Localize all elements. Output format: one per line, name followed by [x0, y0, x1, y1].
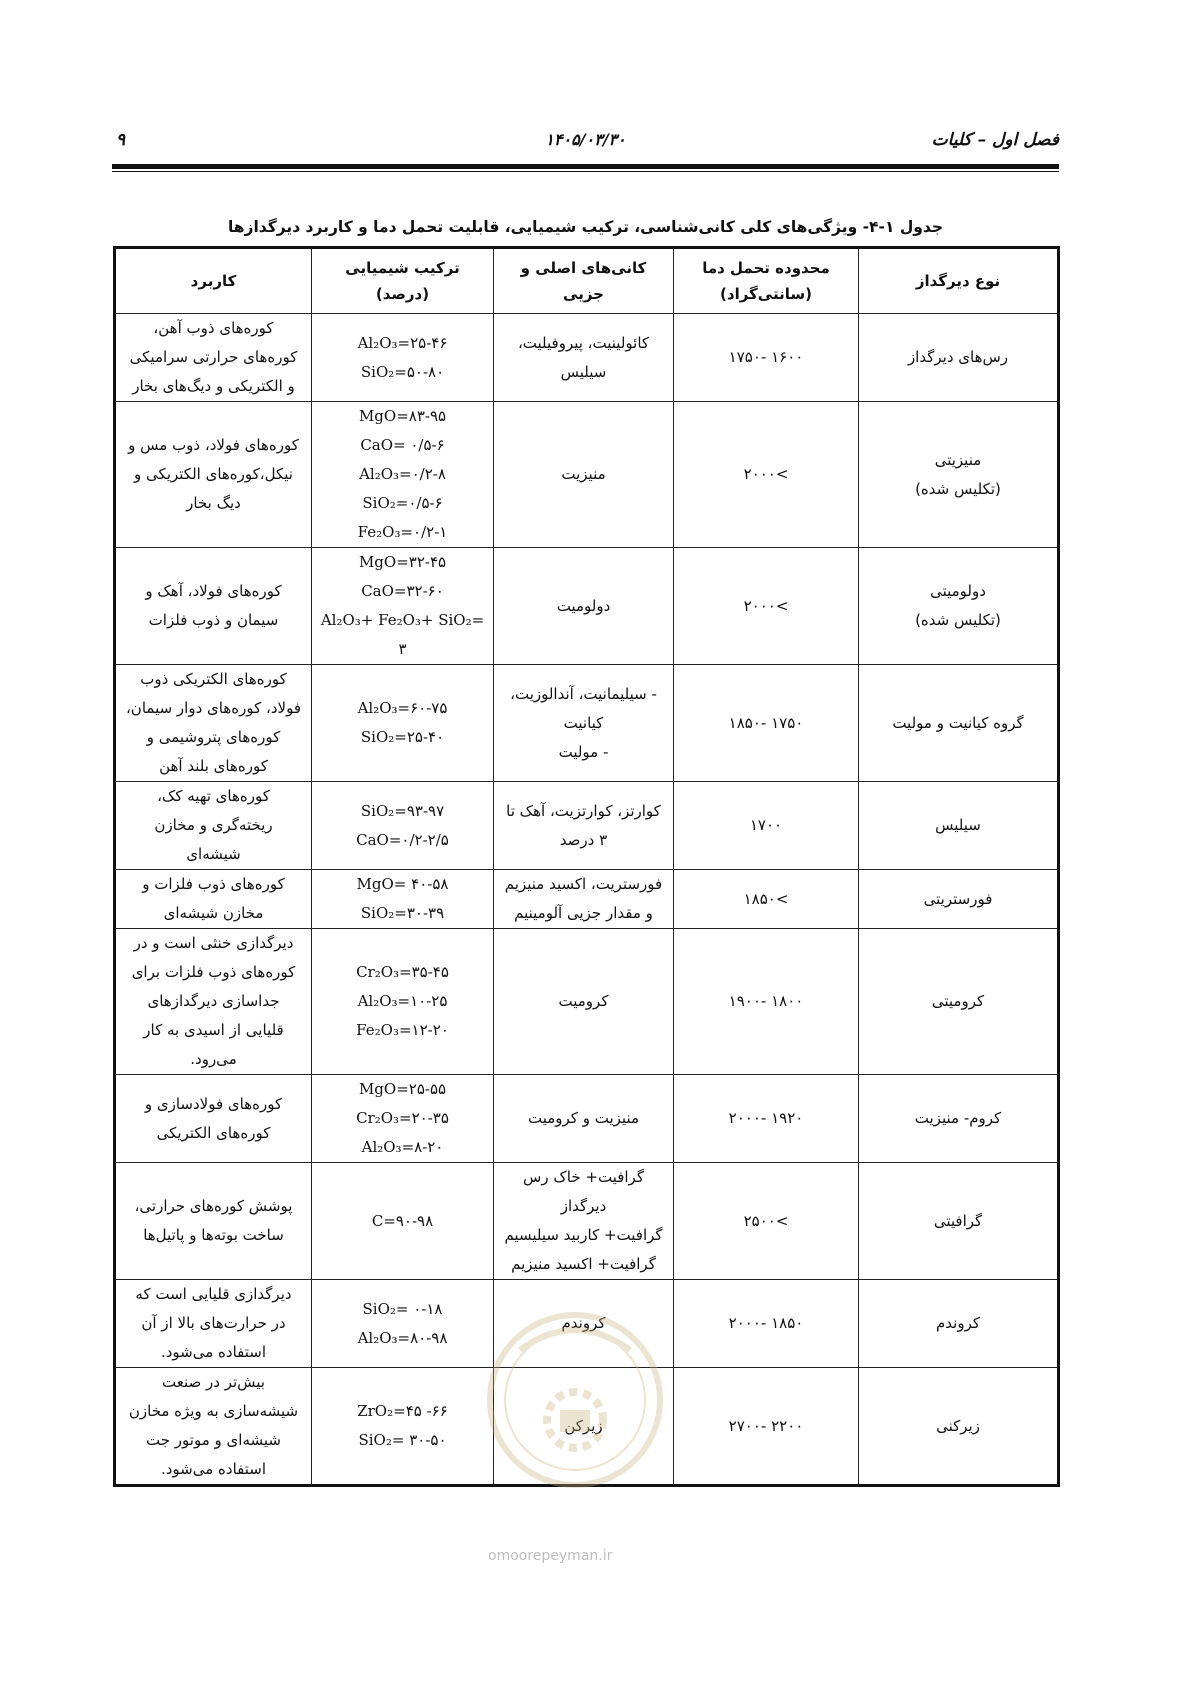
cell-chem: SiO₂=۹۳-۹۷ CaO=۰/۲-۲/۵ — [312, 782, 494, 870]
cell-use: کوره‌های ذوب آهن، کوره‌های حرارتی سرامیکی و الکتریکی و دیگ‌های بخار — [115, 314, 312, 402]
cell-type: زیرکنی — [859, 1368, 1059, 1486]
chapter-title: فصل اول – کلیات — [931, 130, 1059, 150]
cell-minerals: دولومیت — [494, 548, 674, 665]
table-row — [115, 1075, 1059, 1163]
col-header-chem: ترکیب شیمیایی (درصد) — [312, 248, 494, 314]
table-row — [115, 548, 1059, 665]
cell-minerals: منیزیت — [494, 402, 674, 548]
cell-temp: >۲۰۰۰ — [674, 402, 859, 548]
cell-chem: SiO₂= ۰-۱۸ Al₂O₃=۸۰-۹۸ — [312, 1280, 494, 1368]
cell-minerals: - سیلیمانیت، آندالوزیت، کیانیت - مولیت — [494, 665, 674, 782]
cell-type: فورستریتی — [859, 870, 1059, 929]
table-header-row — [115, 248, 1059, 314]
cell-use: کوره‌های فولادسازی و کوره‌های الکتریکی — [115, 1075, 312, 1163]
page-header — [112, 126, 1059, 156]
cell-temp: ۱۸۵۰ -۲۰۰۰ — [674, 1280, 859, 1368]
refractories-table — [113, 246, 1060, 1487]
cell-temp: ۱۹۲۰ -۲۰۰۰ — [674, 1075, 859, 1163]
cell-minerals: کرومیت — [494, 929, 674, 1075]
col-header-temp: محدوده تحمل دما (سانتی‌گراد) — [674, 248, 859, 314]
cell-type: کرومیتی — [859, 929, 1059, 1075]
table-row — [115, 870, 1059, 929]
col-header-use: کاربرد — [115, 248, 312, 314]
cell-use: کوره‌های تهیه کک، ریخته‌گری و مخازن شیشه‌ای — [115, 782, 312, 870]
cell-minerals: گرافیت+ خاک رس دیرگداز گرافیت+ کاربید سیلیسیم گرافیت+ اکسید منیزیم — [494, 1163, 674, 1280]
header-date: ۱۴۰۵/۰۳/۳۰ — [545, 130, 626, 149]
cell-chem: Al₂O₃=۶۰-۷۵ SiO₂=۲۵-۴۰ — [312, 665, 494, 782]
header-rule-thick — [112, 164, 1059, 169]
cell-chem: MgO=۲۵-۵۵ Cr₂O₃=۲۰-۳۵ Al₂O₃=۸-۲۰ — [312, 1075, 494, 1163]
cell-chem: ZrO₂=۴۵ -۶۶ SiO₂= ۳۰-۵۰ — [312, 1368, 494, 1486]
cell-minerals: کوارتز، کوارتزیت، آهک تا ۳ درصد — [494, 782, 674, 870]
cell-temp: ۱۸۰۰ -۱۹۰۰ — [674, 929, 859, 1075]
header-rule-thin — [112, 171, 1059, 172]
cell-type: گرافیتی — [859, 1163, 1059, 1280]
page-number: ۹ — [116, 130, 126, 150]
cell-temp: ۱۶۰۰ -۱۷۵۰ — [674, 314, 859, 402]
cell-chem: MgO=۸۳-۹۵ CaO= ۰/۵-۶ Al₂O₃=۰/۲-۸ SiO₂=۰/۵-۶ Fe₂O₃=۰/۲-۱ — [312, 402, 494, 548]
table-row — [115, 1280, 1059, 1368]
table-row — [115, 402, 1059, 548]
table-row — [115, 782, 1059, 870]
cell-type: کروندم — [859, 1280, 1059, 1368]
cell-use: کوره‌های فولاد، آهک و سیمان و ذوب فلزات — [115, 548, 312, 665]
cell-use: کوره‌های ذوب فلزات و مخازن شیشه‌ای — [115, 870, 312, 929]
cell-type: کروم- منیزیت — [859, 1075, 1059, 1163]
cell-type: دولومیتی (تکلیس شده) — [859, 548, 1059, 665]
cell-use: بیش‌تر در صنعت شیشه‌سازی به ویژه مخازن شیشه‌ای و موتور جت استفاده می‌شود. — [115, 1368, 312, 1486]
table-row — [115, 314, 1059, 402]
cell-chem: Cr₂O₃=۳۵-۴۵ Al₂O₃=۱۰-۲۵ Fe₂O₃=۱۲-۲۰ — [312, 929, 494, 1075]
cell-chem: C=۹۰-۹۸ — [312, 1163, 494, 1280]
table-row — [115, 665, 1059, 782]
cell-minerals: کروندم — [494, 1280, 674, 1368]
cell-type: منیزیتی (تکلیس شده) — [859, 402, 1059, 548]
cell-minerals: زیرکن — [494, 1368, 674, 1486]
cell-temp: >۲۵۰۰ — [674, 1163, 859, 1280]
col-header-minerals: کانی‌های اصلی و جزیی — [494, 248, 674, 314]
cell-use: کوره‌های فولاد، ذوب مس و نیکل،کوره‌های الکتریکی و دیگ بخار — [115, 402, 312, 548]
cell-use: دیرگدازی قلیایی است که در حرارت‌های بالا از آن استفاده می‌شود. — [115, 1280, 312, 1368]
cell-temp: >۲۰۰۰ — [674, 548, 859, 665]
col-header-type: نوع دیرگداز — [859, 248, 1059, 314]
table-row — [115, 929, 1059, 1075]
cell-type: سیلیس — [859, 782, 1059, 870]
cell-temp: ۲۲۰۰ -۲۷۰۰ — [674, 1368, 859, 1486]
cell-minerals: کائولینیت، پیروفیلیت، سیلیس — [494, 314, 674, 402]
cell-temp: ۱۷۰۰ — [674, 782, 859, 870]
table-caption: جدول ۱-۴- ویژگی‌های کلی کانی‌شناسی، ترکیب شیمیایی، قابلیت تحمل دما و کاربرد دیرگدازها — [227, 218, 944, 236]
cell-use: پوشش کوره‌های حرارتی، ساخت بوته‌ها و پاتیل‌ها — [115, 1163, 312, 1280]
table-row — [115, 1163, 1059, 1280]
cell-temp: >۱۸۵۰ — [674, 870, 859, 929]
cell-type: رس‌های دیرگداز — [859, 314, 1059, 402]
cell-use: کوره‌های الکتریکی ذوب فولاد، کوره‌های دوار سیمان، کوره‌های پتروشیمی و کوره‌های بلند آهن — [115, 665, 312, 782]
cell-chem: MgO=۳۲-۴۵ CaO=۳۲-۶۰ Al₂O₃+ Fe₂O₃+ SiO₂= ۳ — [312, 548, 494, 665]
cell-chem: Al₂O₃=۲۵-۴۶ SiO₂=۵۰-۸۰ — [312, 314, 494, 402]
cell-type: گروه کیانیت و مولیت — [859, 665, 1059, 782]
cell-chem: MgO= ۴۰-۵۸ SiO₂=۳۰-۳۹ — [312, 870, 494, 929]
table-row — [115, 1368, 1059, 1486]
cell-minerals: فورستریت، اکسید منیزیم و مقدار جزیی آلومینیم — [494, 870, 674, 929]
watermark-url: omoorepeyman.ir — [488, 1548, 613, 1564]
cell-temp: ۱۷۵۰ -۱۸۵۰ — [674, 665, 859, 782]
cell-minerals: منیزیت و کرومیت — [494, 1075, 674, 1163]
cell-use: دیرگدازی خنثی است و در کوره‌های ذوب فلزات برای جداسازی دیرگدازهای قلیایی از اسیدی به کار می‌رود. — [115, 929, 312, 1075]
